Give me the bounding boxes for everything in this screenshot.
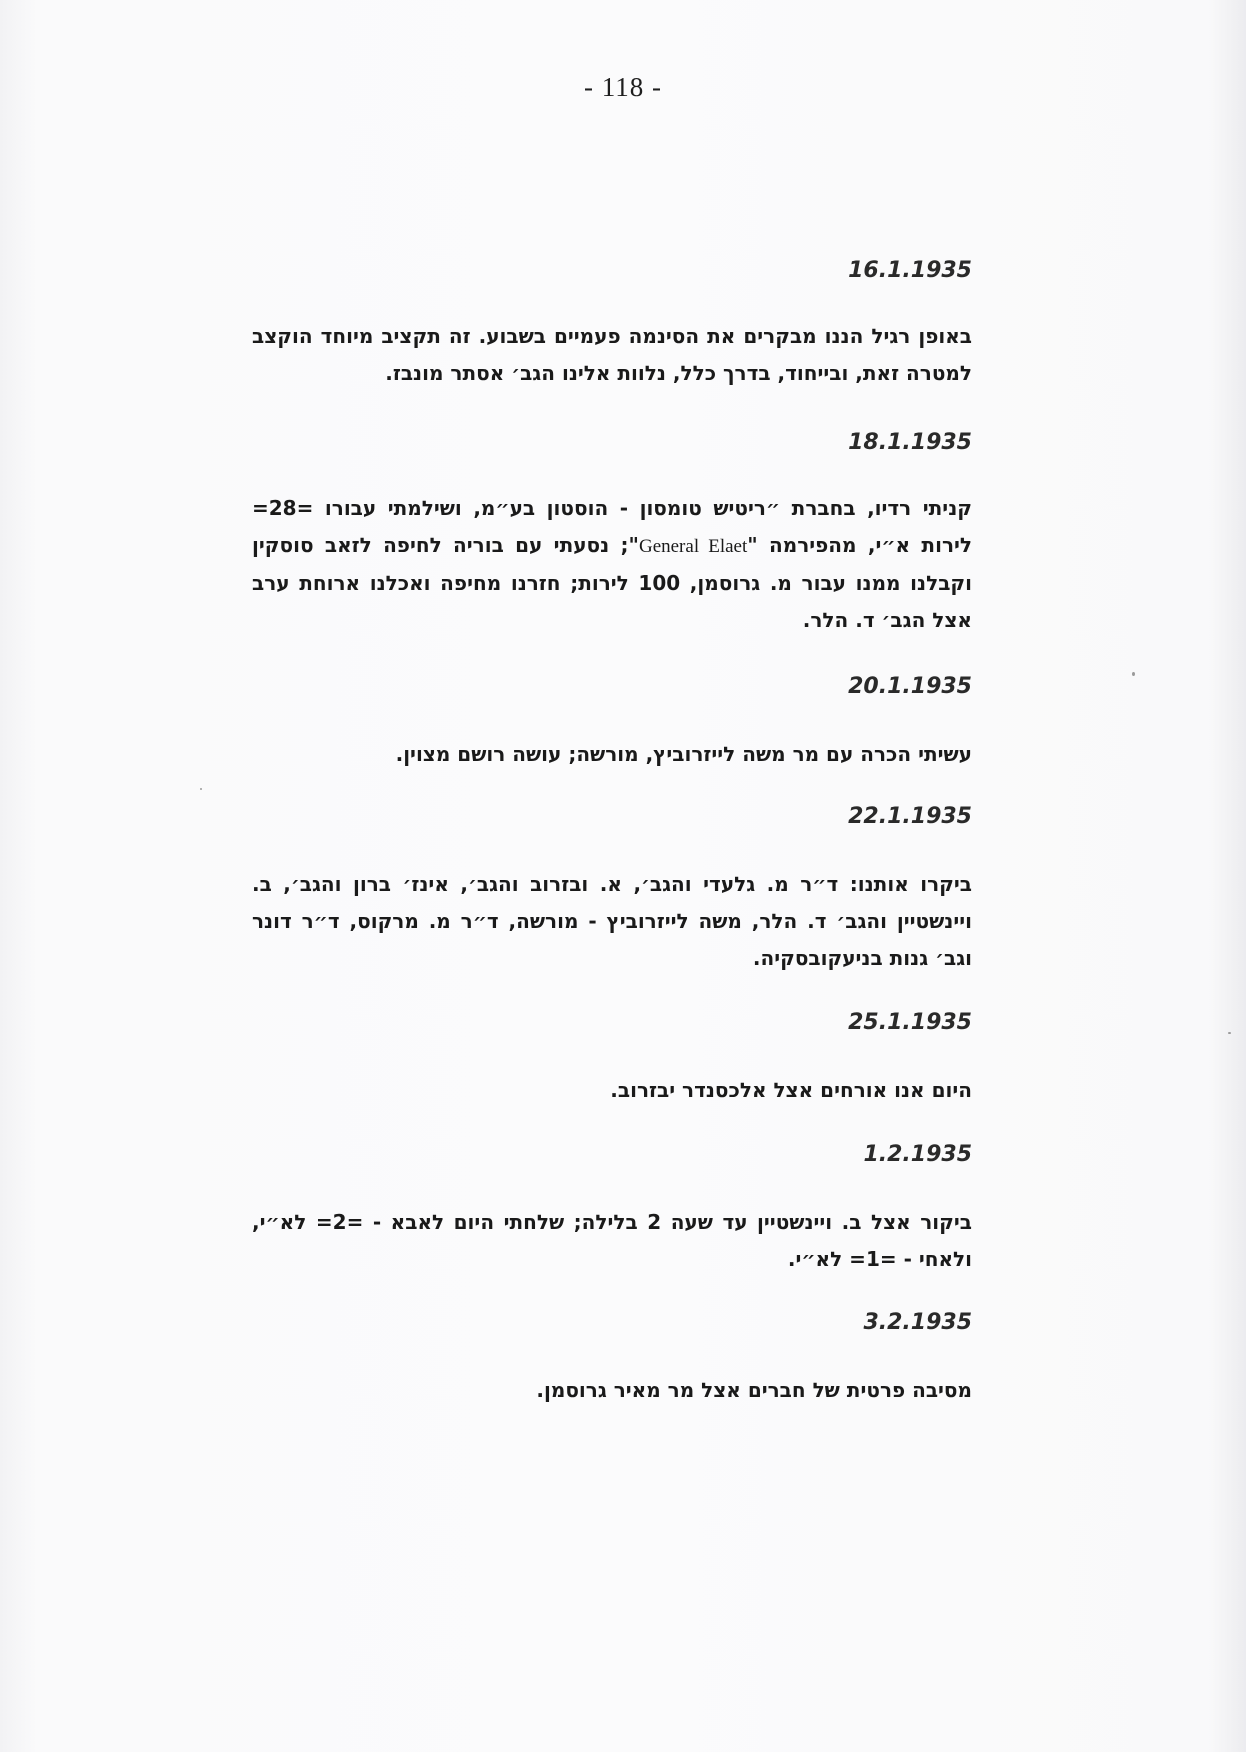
entry-text: באופן רגיל הננו מבקרים את הסינמה פעמיים בשבוע. זה תקציב מיוחד הוקצב למטרה זאת, ובייחוד, בדרך כלל, נלוות אלינו הגב׳ אסתר מונבז. bbox=[252, 324, 972, 385]
entry-text-part: קניתי רדיו, בחברת ״ריטיש טומסון - הוסטון בע״מ, ושילמתי עבורו =28= לירות א״י, מהפירמה " bbox=[252, 496, 972, 557]
entry-date: 18.1.1935 bbox=[848, 430, 972, 455]
entry-text-part: "; נסעתי עם בוריה לחיפה לזאב סוסקין וקבלנו ממנו עבור מ. גרוסמן, 100 לירות; חזרנו מחיפה ואכלנו ארוחת ערב אצל הגב׳ ד. הלר. bbox=[252, 533, 972, 632]
entry-date: 20.1.1935 bbox=[848, 674, 972, 699]
entry-text: ביקור אצל ב. ויינשטיין עד שעה 2 בלילה; שלחתי היום לאבא - =2= לא״י, ולאחי - =1= לא״י. bbox=[252, 1210, 972, 1271]
entry-date: 16.1.1935 bbox=[848, 258, 972, 283]
entry-date: 22.1.1935 bbox=[848, 804, 972, 829]
entry-date: 3.2.1935 bbox=[863, 1310, 972, 1335]
scan-speck bbox=[1132, 672, 1135, 676]
entry-text: ביקרו אותנו: ד״ר מ. גלעדי והגב׳, א. ובזרוב והגב׳, אינז׳ ברון והגב׳, ב. ויינשטיין והגב׳ ד. הלר, משה לייזרוביץ - מורשה, ד״ר מ. מרקוס, ד״ר דונר וגב׳ גנות בניעקובסקיה. bbox=[252, 872, 972, 970]
entry-text bbox=[252, 490, 972, 639]
entry-date: 25.1.1935 bbox=[848, 1010, 972, 1035]
company-name: General Elaet bbox=[638, 536, 748, 557]
page-number: - 118 - bbox=[584, 72, 662, 102]
scan-speck bbox=[200, 788, 202, 790]
entry-text: עשיתי הכרה עם מר משה לייזרוביץ, מורשה; עושה רושם מצוין. bbox=[395, 742, 972, 766]
entry-text: היום אנו אורחים אצל אלכסנדר יבזרוב. bbox=[610, 1078, 972, 1102]
entry-date: 1.2.1935 bbox=[863, 1142, 972, 1167]
scan-speck bbox=[1228, 1032, 1231, 1034]
entry-text: מסיבה פרטית של חברים אצל מר מאיר גרוסמן. bbox=[536, 1378, 972, 1402]
